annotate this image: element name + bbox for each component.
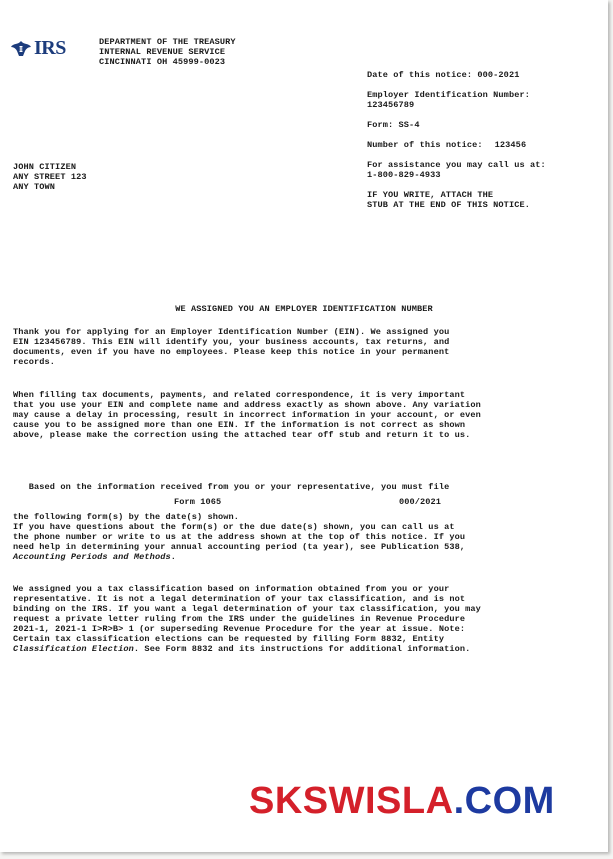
- paragraph-filing-instructions: [13, 390, 603, 440]
- text-line: Based on the information received from you or your representative, you must file: [13, 482, 450, 492]
- notice-number-value: 123456: [494, 140, 527, 150]
- form-type: Form: SS-4: [367, 120, 420, 130]
- agency-line: DEPARTMENT OF THE TREASURY: [99, 37, 236, 47]
- watermark-part: .COM: [453, 780, 555, 822]
- text-line: Thank you for applying for an Employer Identification Number (EIN). We assigned you: [13, 327, 450, 337]
- recipient-street: ANY STREET 123: [13, 172, 87, 182]
- ein-label: Employer Identification Number:: [367, 90, 530, 100]
- form-due-date: 000/2021: [399, 497, 442, 507]
- text-line: need help in determining your annual accounting period (ta year), see Publication 538,: [13, 542, 466, 552]
- paragraph-questions: [13, 522, 603, 562]
- agency-address: [99, 37, 236, 67]
- text-line: documents, even if you have no employees. Please keep this notice in your permanent: [13, 347, 450, 357]
- recipient-town: ANY TOWN: [13, 182, 56, 192]
- paragraph-ein-assigned: [13, 327, 603, 367]
- irs-logo: [10, 38, 66, 58]
- text-line: cause you to be assigned more than one EIN. If the information is not correct as shown: [13, 420, 466, 430]
- publication-title: Accounting Periods and Methods: [13, 552, 171, 562]
- notice-heading: WE ASSIGNED YOU AN EMPLOYER IDENTIFICATION NUMBER: [175, 304, 433, 314]
- text-line: If you have questions about the form(s) or the due date(s) shown, you can call us at: [13, 522, 455, 532]
- text-fragment: .: [170, 552, 176, 562]
- text-line: We assigned you a tax classification based on information obtained from you or your: [13, 584, 450, 594]
- notice-date: Date of this notice: 000-2021: [367, 70, 520, 80]
- assistance-label: For assistance you may call us at:: [367, 160, 546, 170]
- watermark: [249, 781, 555, 821]
- assistance-phone: 1-800-829-4933: [367, 170, 441, 180]
- text-line: [13, 552, 603, 562]
- notice-number-label: Number of this notice:: [367, 140, 483, 150]
- form-due-name: Form 1065: [174, 497, 222, 507]
- write-instruction: STUB AT THE END OF THIS NOTICE.: [367, 200, 530, 210]
- text-line: binding on the IRS. If you want a legal determination of your tax classification, you may: [13, 604, 481, 614]
- text-line: the phone number or write to us at the address shown at the top of this notice. If you: [13, 532, 466, 542]
- text-line: representative. It is not a legal determination of your tax classification, and is not: [13, 594, 466, 604]
- text-line: [13, 644, 603, 654]
- text-line: that you use your EIN and complete name and address exactly as shown above. Any variation: [13, 400, 481, 410]
- ein-value: 123456789: [367, 100, 415, 110]
- paragraph-tax-classification: [13, 584, 603, 654]
- agency-line: INTERNAL REVENUE SERVICE: [99, 47, 226, 57]
- recipient-address: [13, 162, 87, 192]
- notice-info-block: [367, 70, 546, 220]
- text-line: the following form(s) by the date(s) shown.: [13, 512, 240, 522]
- write-instruction: IF YOU WRITE, ATTACH THE: [367, 190, 494, 200]
- text-line: request a private letter ruling from the IRS under the guidelines in Revenue Procedure: [13, 614, 466, 624]
- form-title: Classification Election: [13, 644, 134, 654]
- agency-line: CINCINNATI OH 45999-0023: [99, 57, 226, 67]
- text-line: Certain tax classification elections can be requested by filling Form 8832, Entity: [13, 634, 445, 644]
- text-line: records.: [13, 357, 56, 367]
- text-line: may cause a delay in processing, result in incorrect information in your account, or even: [13, 410, 481, 420]
- text-line: 2021-1, 2021-1 I>R>B> 1 (or superseding Revenue Procedure for the year at issue. Note:: [13, 624, 466, 634]
- irs-logo-text: IRS: [34, 37, 66, 59]
- text-line: When filling tax documents, payments, and related correspondence, it is very important: [13, 390, 466, 400]
- recipient-name: JOHN CITIZEN: [13, 162, 77, 172]
- irs-eagle-icon: [10, 39, 32, 57]
- text-line: EIN 123456789. This EIN will identify you, your business accounts, tax returns, and: [13, 337, 450, 347]
- watermark-part: SKSWISLA: [249, 780, 454, 822]
- text-line: above, please make the correction using the attached tear off stub and return it to us.: [13, 430, 471, 440]
- text-fragment: . See Form 8832 and its instructions for additional information.: [133, 644, 471, 654]
